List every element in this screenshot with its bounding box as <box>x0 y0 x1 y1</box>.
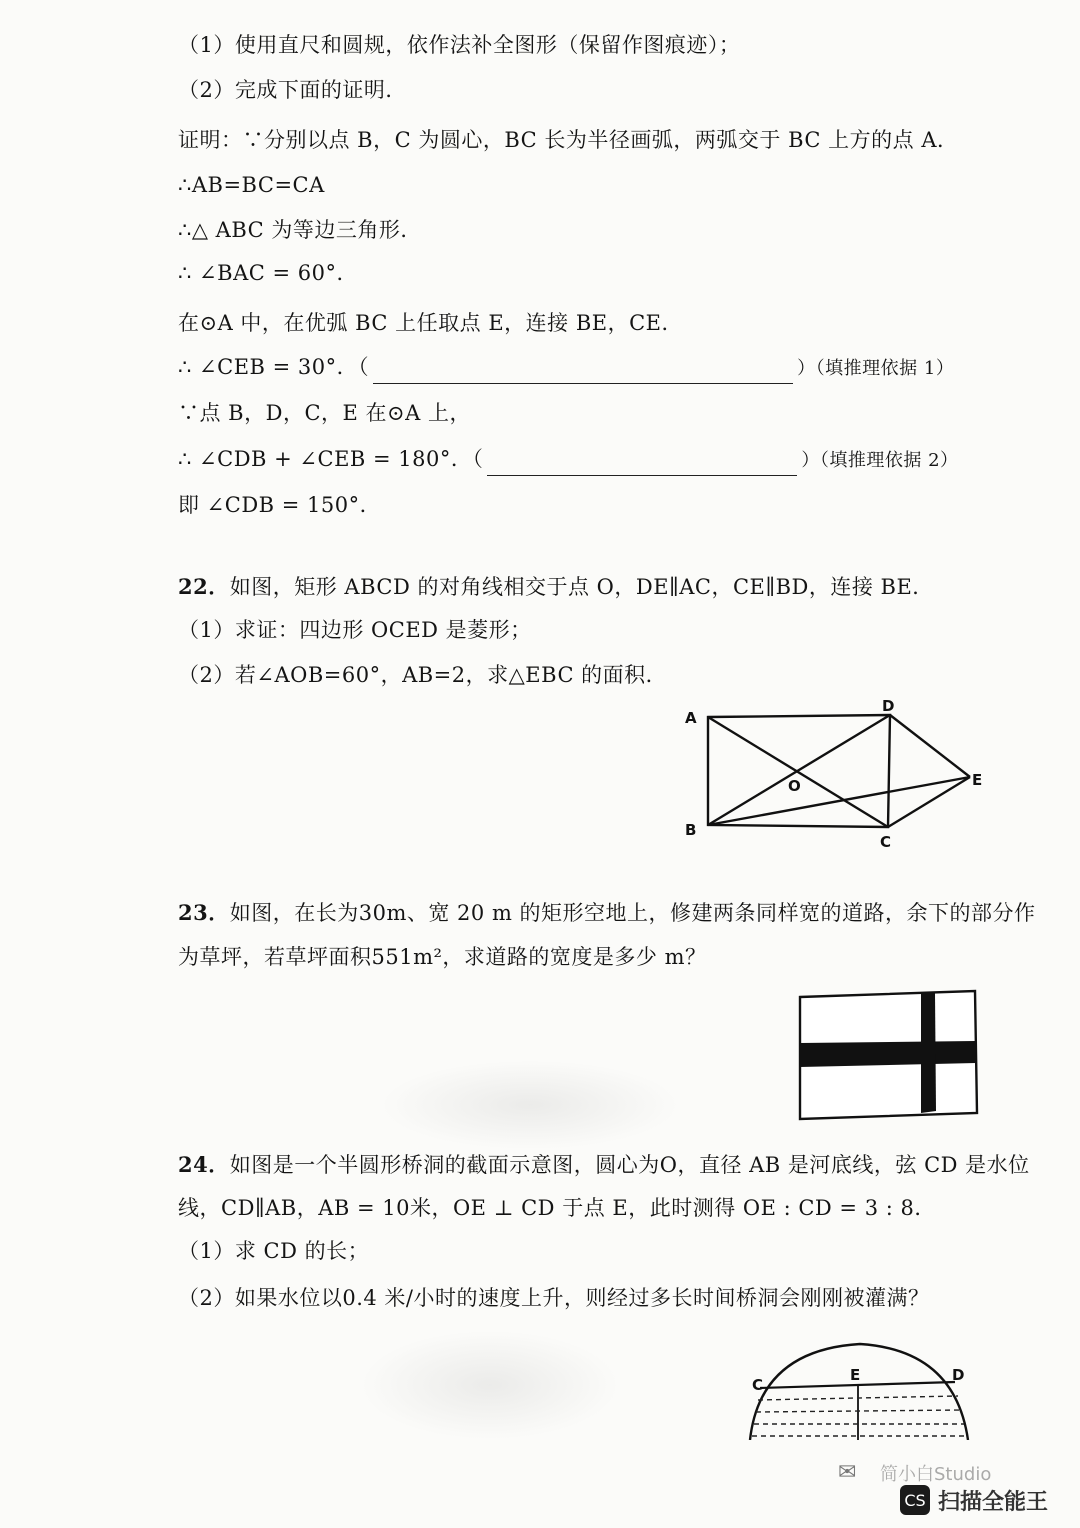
proof-line-circle: ∵点 B，D，C，E 在⊙A 上， <box>178 401 471 425</box>
scan-smudge-2 <box>360 1330 620 1440</box>
camscanner-logo-icon: CS <box>900 1485 930 1515</box>
scanner-watermark <box>900 1475 1080 1525</box>
semicircle-arc <box>750 1344 968 1440</box>
ceb-step: ∴ ∠CEB = 30°．（ <box>178 355 370 379</box>
q24-line2: 线，CD∥AB，AB = 10米，OE ⊥ CD 于点 E，此时测得 OE : CD = 3 : 8． <box>178 1196 936 1220</box>
horizontal-road <box>800 1041 976 1067</box>
vertical-road <box>921 993 936 1113</box>
q23-figure <box>795 985 985 1130</box>
q24-number: 24． <box>178 1152 230 1177</box>
wechat-icon: ✉ <box>838 1460 857 1485</box>
reason-blank-2[interactable] <box>487 453 797 476</box>
label-b: B <box>685 821 697 839</box>
q22-stem <box>178 572 934 602</box>
proof-line-sum <box>178 444 959 476</box>
proof-line-1: 证明：∵分别以点 B，C 为圆心，BC 长为半径画弧，两弧交于 BC 上方的点 A． <box>178 128 959 152</box>
sum-step: ∴ ∠CDB + ∠CEB = 180°．（ <box>178 447 484 471</box>
proof-line-2: ∴AB=BC=CA <box>178 173 325 197</box>
reason-blank-1[interactable] <box>373 361 793 384</box>
q23-text-1: 如图，在长为30m、宽 20 m 的矩形空地上，修建两条同样宽的道路，余下的部分作 <box>229 901 1036 925</box>
studio-watermark: 简小白Studio <box>880 1464 992 1485</box>
q23-number: 23． <box>178 900 230 925</box>
q22-text: 如图，矩形 ABCD 的对角线相交于点 O，DE∥AC，CE∥BD，连接 BE． <box>229 575 934 599</box>
q24-figure <box>740 1330 980 1440</box>
q24-line1 <box>178 1150 1030 1180</box>
label-c: C <box>880 833 892 851</box>
label-o: O <box>788 777 801 795</box>
scan-smudge <box>380 1060 680 1150</box>
proof-line-ceb <box>178 352 954 384</box>
q23-line1 <box>178 898 1036 928</box>
q21-sub1: （1）使用直尺和圆规，依作法补全图形（保留作图痕迹）； <box>178 33 741 57</box>
water-line-2 <box>756 1410 962 1412</box>
q22-sub1: （1）求证：四边形 OCED 是菱形； <box>178 618 532 642</box>
camscanner-text: 扫描全能王 <box>938 1489 1049 1515</box>
label-c24: C <box>752 1376 764 1394</box>
label-e24: E <box>850 1366 861 1384</box>
q22-sub2: （2）若∠AOB=60°，AB=2，求△EBC 的面积． <box>178 663 668 687</box>
q24-sub1: （1）求 CD 的长； <box>178 1239 370 1263</box>
reason-hint-2: ）（填推理依据 2） <box>801 450 959 471</box>
proof-line-4: ∴ ∠BAC = 60°． <box>178 261 358 285</box>
reason-hint-1: ）（填推理依据 1） <box>797 358 955 379</box>
proof-line-3: ∴△ ABC 为等边三角形． <box>178 218 422 242</box>
label-e: E <box>972 771 983 789</box>
label-d: D <box>882 697 895 715</box>
q24-sub2: （2）如果水位以0.4 米/小时的速度上升，则经过多长时间桥洞会刚刚被灌满？ <box>178 1286 930 1310</box>
proof-conclusion: 即 ∠CDB = 150°． <box>178 493 382 517</box>
q23-line2: 为草坪，若草坪面积551m²，求道路的宽度是多少 m？ <box>178 945 707 969</box>
q22-number: 22． <box>178 574 230 599</box>
segment-de <box>890 715 970 777</box>
label-d24: D <box>952 1366 965 1384</box>
label-a: A <box>685 709 697 727</box>
q22-figure <box>670 695 990 855</box>
proof-line-5: 在⊙A 中，在优弧 BC 上任取点 E，连接 BE，CE． <box>178 311 684 335</box>
q24-text-1: 如图是一个半圆形桥洞的截面示意图，圆心为O，直径 AB 是河底线，弦 CD 是水位 <box>229 1153 1030 1177</box>
q21-sub2: （2）完成下面的证明． <box>178 78 407 102</box>
